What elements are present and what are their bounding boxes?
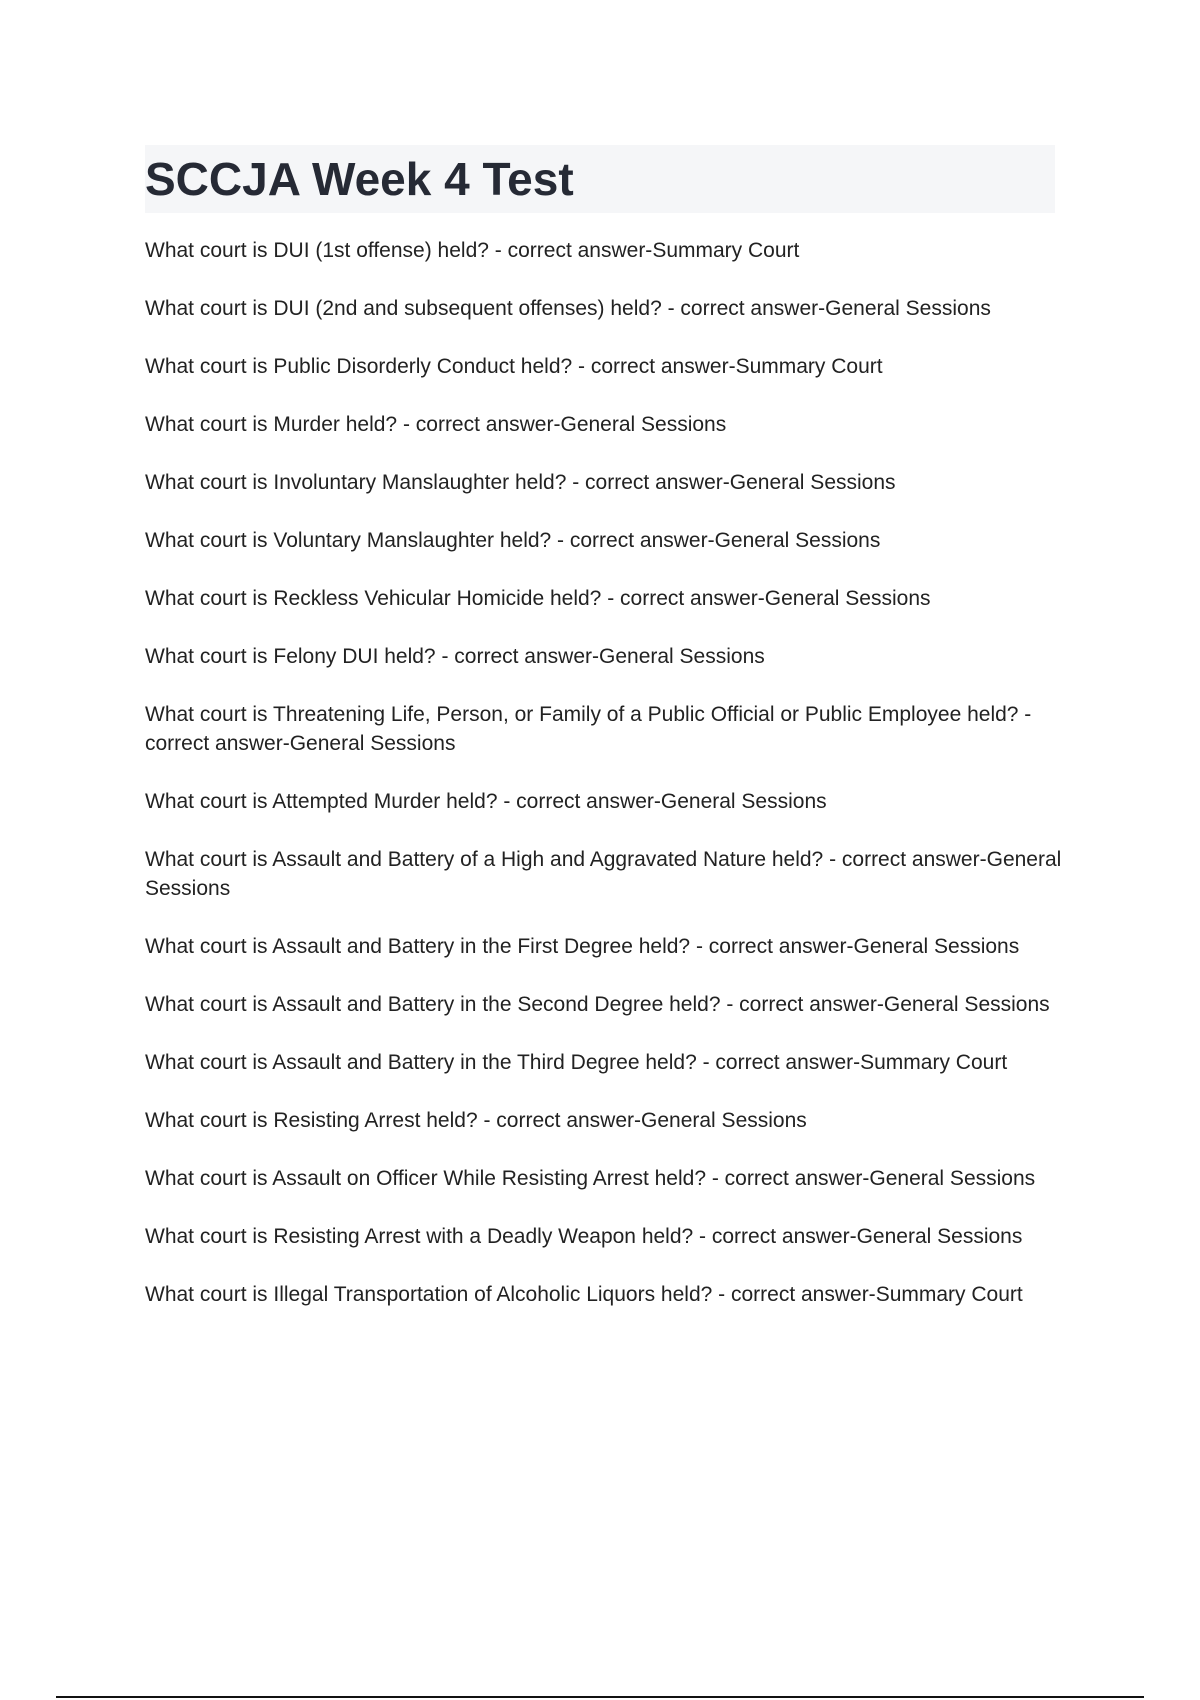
answer-text: General Sessions bbox=[856, 1225, 1023, 1248]
answer-text: General Sessions bbox=[764, 587, 931, 610]
qa-item bbox=[145, 1280, 1065, 1309]
qa-list bbox=[145, 236, 1065, 1338]
question-text: What court is Assault and Battery in the First Degree held? bbox=[145, 935, 691, 958]
question-text: What court is Felony DUI held? bbox=[145, 645, 436, 668]
qa-item bbox=[145, 932, 1065, 961]
footer-divider bbox=[56, 1696, 1144, 1698]
answer-text: General Sessions bbox=[145, 848, 1062, 900]
answer-text: Summary Court bbox=[652, 239, 800, 262]
answer-text: General Sessions bbox=[729, 471, 896, 494]
qa-item bbox=[145, 1164, 1065, 1193]
answer-separator: - correct answer- bbox=[551, 529, 715, 552]
question-text: What court is Assault and Battery of a High and Aggravated Nature held? bbox=[145, 848, 824, 871]
answer-text: Summary Court bbox=[875, 1283, 1023, 1306]
answer-text: General Sessions bbox=[869, 1167, 1036, 1190]
qa-item bbox=[145, 700, 1065, 758]
answer-separator: - correct answer- bbox=[397, 413, 561, 436]
question-text: What court is Assault and Battery in the Second Degree held? bbox=[145, 993, 721, 1016]
qa-item bbox=[145, 584, 1065, 613]
answer-separator: - correct answer- bbox=[497, 790, 661, 813]
answer-separator: - correct answer- bbox=[720, 993, 884, 1016]
question-text: What court is Reckless Vehicular Homicide held? bbox=[145, 587, 602, 610]
answer-separator: - correct answer- bbox=[712, 1283, 876, 1306]
question-text: What court is Murder held? bbox=[145, 413, 398, 436]
answer-separator: - correct answer- bbox=[823, 848, 987, 871]
page-title: SCCJA Week 4 Test bbox=[145, 153, 574, 205]
qa-item bbox=[145, 1048, 1065, 1077]
question-text: What court is DUI (1st offense) held? bbox=[145, 239, 489, 262]
qa-item bbox=[145, 787, 1065, 816]
qa-item bbox=[145, 642, 1065, 671]
answer-text: General Sessions bbox=[660, 790, 827, 813]
qa-item bbox=[145, 526, 1065, 555]
question-text: What court is Public Disorderly Conduct held? bbox=[145, 355, 573, 378]
answer-separator: - correct answer- bbox=[566, 471, 730, 494]
answer-text: General Sessions bbox=[560, 413, 727, 436]
qa-item bbox=[145, 236, 1065, 265]
question-text: What court is Resisting Arrest with a Deadly Weapon held? bbox=[145, 1225, 694, 1248]
qa-item bbox=[145, 410, 1065, 439]
answer-separator: - correct answer- bbox=[145, 703, 1032, 755]
qa-item bbox=[145, 845, 1065, 903]
question-text: What court is DUI (2nd and subsequent offenses) held? bbox=[145, 297, 662, 320]
answer-separator: - correct answer- bbox=[572, 355, 736, 378]
title-band bbox=[145, 145, 1055, 213]
question-text: What court is Threatening Life, Person, or Family of a Public Official or Public Employee held? bbox=[145, 703, 1019, 726]
question-text: What court is Illegal Transportation of Alcoholic Liquors held? bbox=[145, 1283, 713, 1306]
answer-separator: - correct answer- bbox=[690, 935, 854, 958]
question-text: What court is Voluntary Manslaughter held? bbox=[145, 529, 552, 552]
answer-separator: - correct answer- bbox=[435, 645, 599, 668]
answer-text: General Sessions bbox=[853, 935, 1020, 958]
answer-separator: - correct answer- bbox=[477, 1109, 642, 1132]
qa-item bbox=[145, 352, 1065, 381]
answer-text: General Sessions bbox=[289, 732, 456, 755]
answer-separator: - correct answer- bbox=[488, 239, 653, 262]
answer-text: General Sessions bbox=[714, 529, 881, 552]
qa-item bbox=[145, 990, 1065, 1019]
question-text: What court is Resisting Arrest held? bbox=[145, 1109, 478, 1132]
qa-item bbox=[145, 294, 1065, 323]
question-text: What court is Attempted Murder held? bbox=[145, 790, 498, 813]
answer-separator: - correct answer- bbox=[706, 1167, 870, 1190]
answer-separator: - correct answer- bbox=[693, 1225, 857, 1248]
answer-text: General Sessions bbox=[641, 1109, 807, 1132]
qa-item bbox=[145, 468, 1065, 497]
qa-item bbox=[145, 1106, 1065, 1135]
answer-text: General Sessions bbox=[599, 645, 765, 668]
question-text: What court is Involuntary Manslaughter held? bbox=[145, 471, 567, 494]
answer-text: General Sessions bbox=[883, 993, 1050, 1016]
question-text: What court is Assault on Officer While Resisting Arrest held? bbox=[145, 1167, 707, 1190]
answer-text: Summary Court bbox=[735, 355, 883, 378]
answer-separator: - correct answer- bbox=[661, 297, 826, 320]
answer-text: Summary Court bbox=[860, 1051, 1008, 1074]
answer-text: General Sessions bbox=[825, 297, 991, 320]
answer-separator: - correct answer- bbox=[696, 1051, 861, 1074]
question-text: What court is Assault and Battery in the Third Degree held? bbox=[145, 1051, 697, 1074]
qa-item bbox=[145, 1222, 1065, 1251]
answer-separator: - correct answer- bbox=[601, 587, 765, 610]
